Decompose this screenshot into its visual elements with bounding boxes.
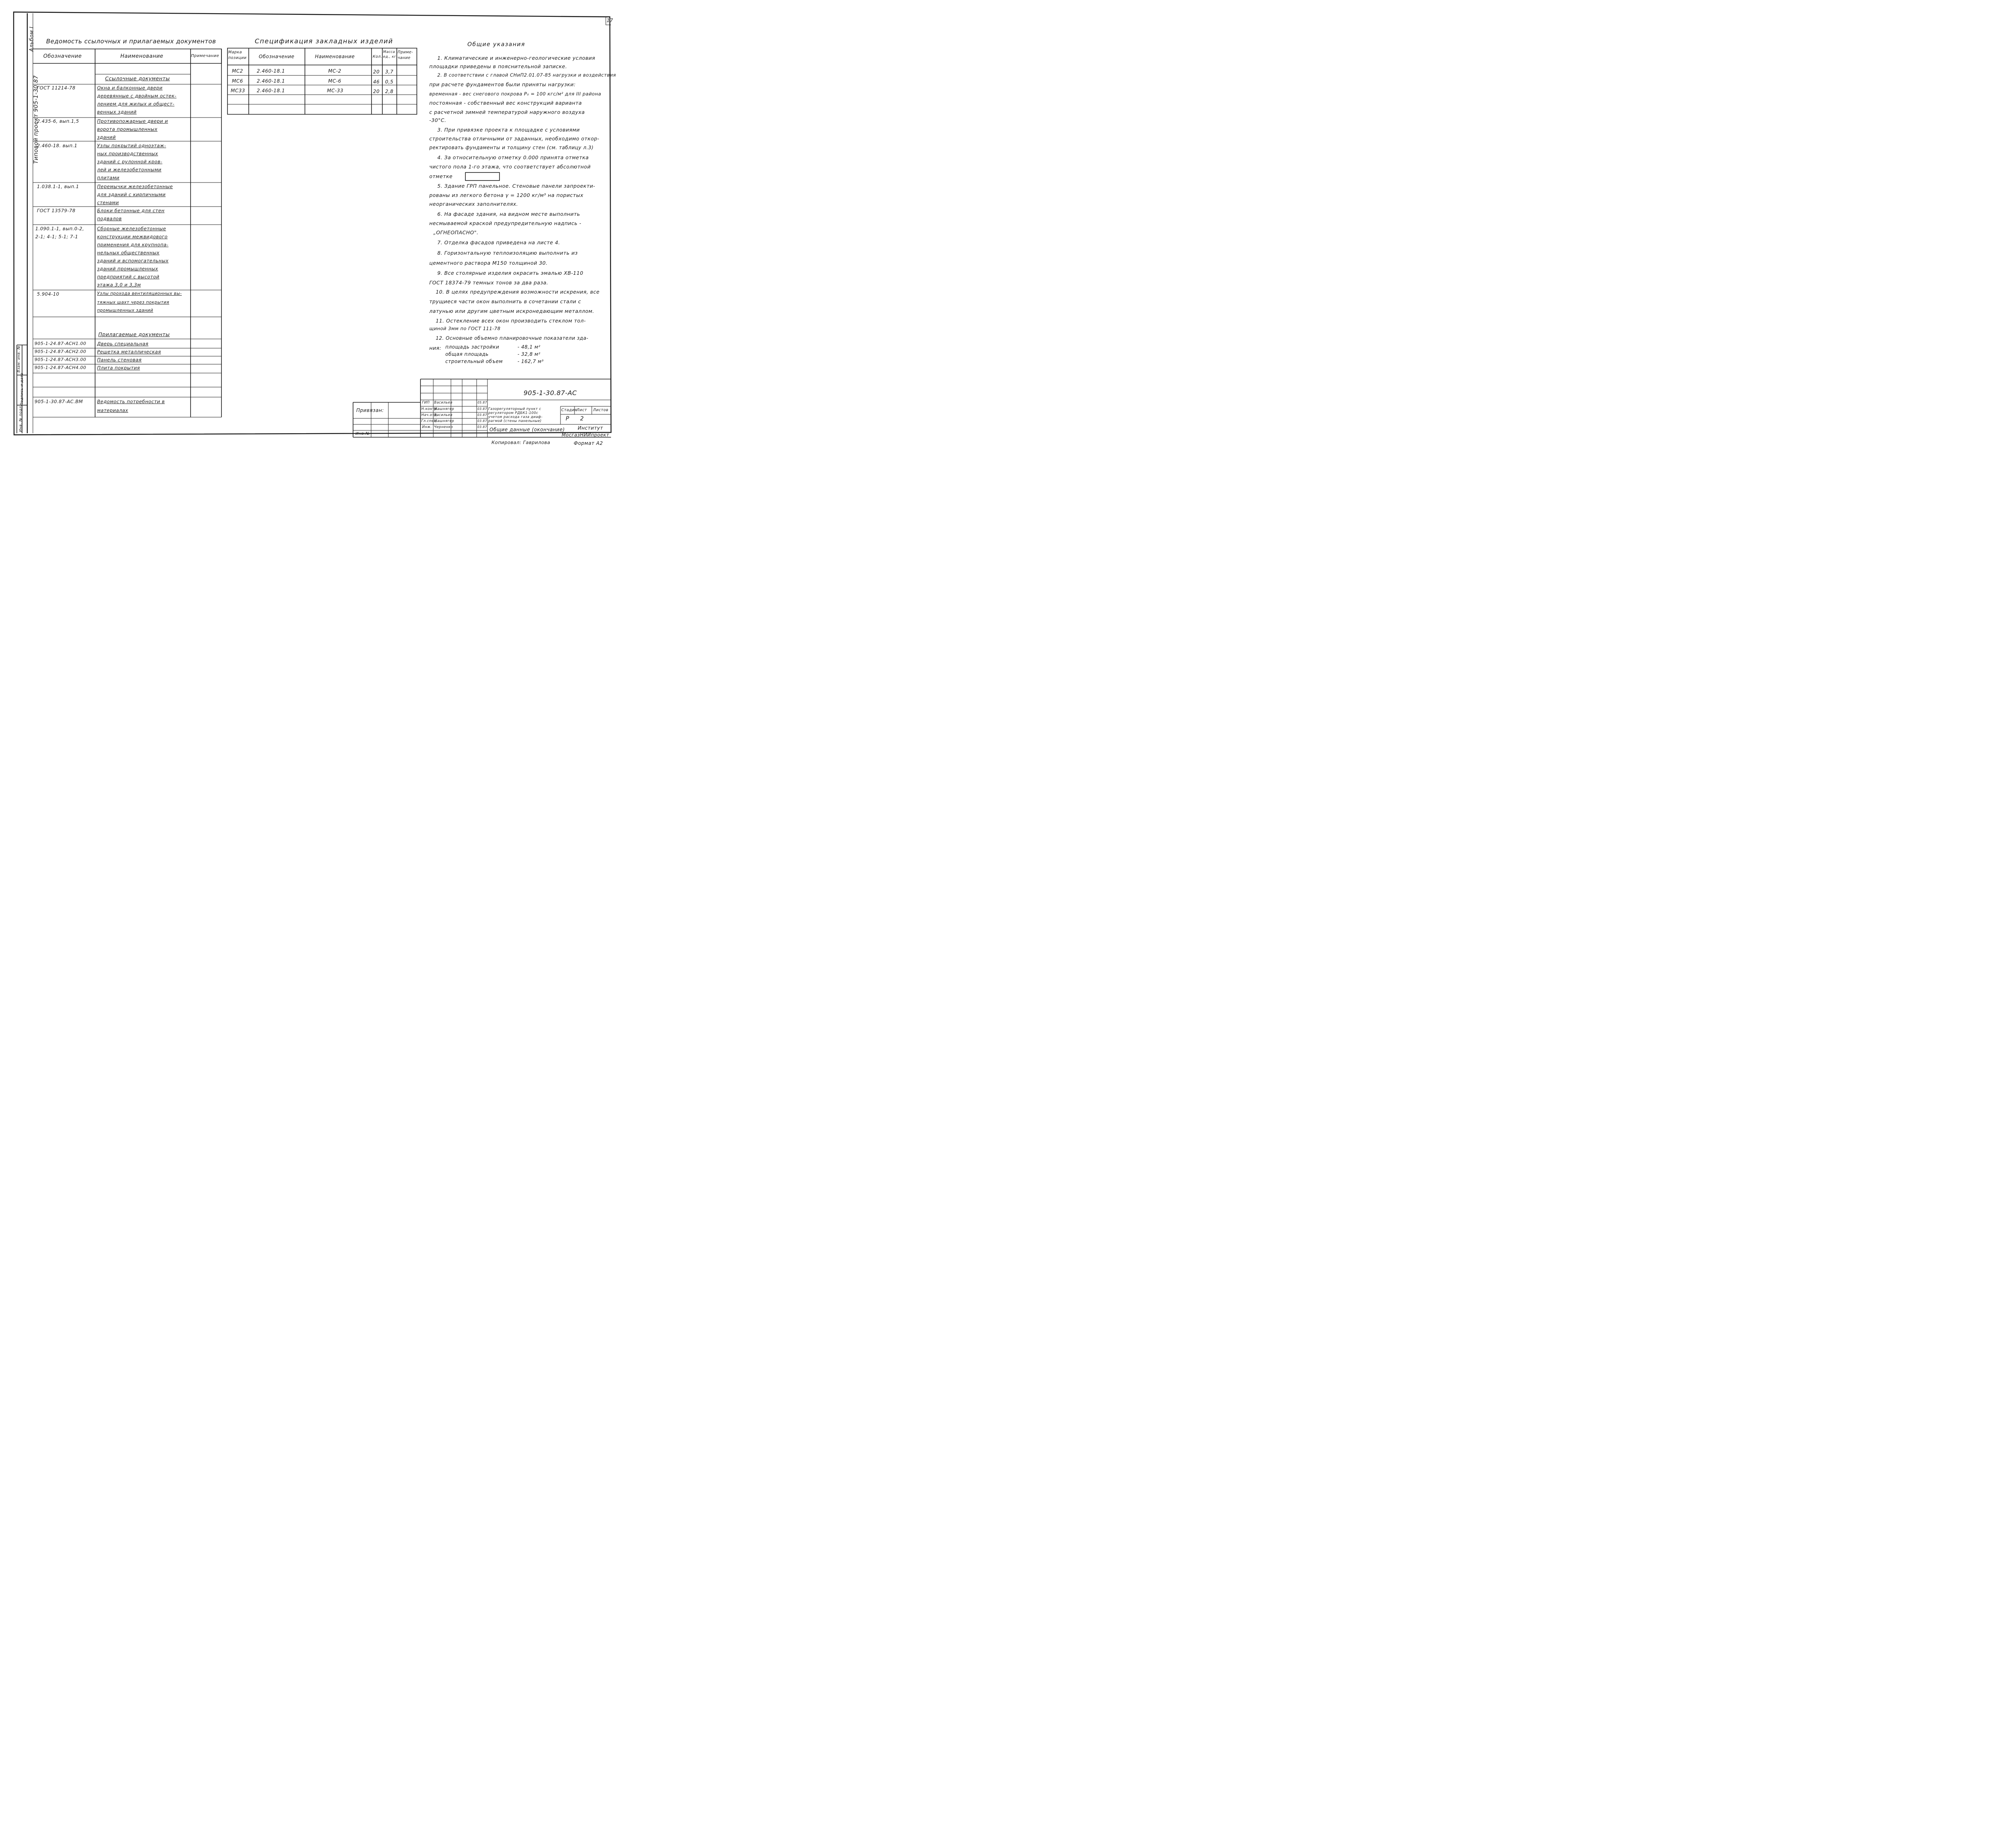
ref-line: предприятий с высотой [97, 274, 160, 280]
ref-line: зданий [97, 134, 116, 140]
staff-role: Нач.отд. [421, 413, 439, 417]
ref-code: 5.904-10 [37, 291, 59, 297]
note-line: 6. На фасаде здания, на видном месте выполнить [437, 211, 580, 217]
ref-line: этажа 3,0 и 3,3м [97, 282, 141, 288]
spec-mark: МС33 [231, 88, 246, 93]
staff-date: 05.87 [477, 401, 487, 404]
spec-title: Спецификация закладных изделий [255, 37, 393, 45]
indicator-value: - 32,8 м² [518, 351, 541, 357]
indicator-value: - 162,7 м³ [518, 359, 544, 364]
staff-date: 03.87 [477, 407, 487, 411]
title-block-code: 905-1-30.87-АС [524, 389, 577, 397]
note-line: 4. За относительную отметку 0.000 принята отметка [437, 154, 589, 160]
note-line: с расчетной зимней температурой наружного воздуха [429, 109, 585, 115]
note-line: трущиеся части окон выполнить в сочетании стали с [429, 298, 581, 304]
note-line: цементного раствора М150 толщиной 30. [429, 260, 548, 266]
ref-line: промышленных зданий [97, 308, 153, 313]
spec-code: 2.460-18.1 [257, 88, 285, 93]
ref-line: применения для крупнопа- [97, 242, 169, 247]
att-name: Панель стеновая [97, 357, 142, 363]
spec-mass: 2,8 [385, 89, 394, 94]
staff-name: Черненко [434, 425, 453, 429]
indicator-value: - 48,1 м² [518, 344, 541, 350]
extra-code: 905-1-30.87-АС.ВМ [35, 399, 83, 404]
note-line: неорганических заполнителях. [429, 201, 518, 207]
spec-qty: 46 [373, 79, 380, 85]
ref-code: 2.435-6, вып.1,5 [37, 118, 79, 124]
vedomost-header-name: Наименование [120, 53, 164, 59]
note-line: 8. Горизонтальную теплоизоляцию выполнить из [437, 250, 578, 256]
inv-label: Инв.№ [355, 432, 370, 436]
spec-header-mass: Масса ед., кг [383, 50, 396, 59]
ref-line: Узлы покрытий одноэтаж- [97, 143, 166, 148]
tb-header-sheet: Лист [577, 408, 587, 412]
spec-header-mark: Марка позиции [228, 50, 247, 60]
staff-name: Васильев [434, 401, 453, 405]
project-name-line: Газорегуляторный пункт с [488, 407, 541, 411]
ref-line: конструкции межвидового [97, 234, 168, 239]
note-line: щиной 3мм по ГОСТ 111-78 [429, 326, 501, 331]
note-line: латунью или другим цветным искронедающим металлом. [429, 308, 595, 314]
att-code: 905-1-24.87-АСН1.00 [35, 341, 86, 346]
notes-title: Общие указания [467, 41, 526, 48]
note-line: 3. При привязке проекта к площадке с условиями [437, 127, 580, 133]
ref-line: ворота промышленных [97, 126, 158, 132]
att-code: 905-1-24.87-АСН3.00 [35, 357, 86, 362]
sheet-title: Общие данные (окончание) [489, 427, 565, 432]
spec-qty: 20 [373, 69, 380, 75]
ref-line: Перемычки железобетонные [97, 184, 173, 189]
ref-code-2: 2-1; 4-1; 5-1; 7-1 [35, 234, 78, 239]
vedomost-section-att: Прилагаемые документы [98, 331, 170, 337]
extra-line: Ведомость потребности в [97, 399, 165, 404]
privyazan-label: Привязан: [356, 408, 384, 413]
ref-line: плитами [97, 175, 120, 181]
spec-name: МС-2 [328, 68, 341, 74]
stamp-inv: Инв. № подл. [19, 404, 23, 432]
staff-role: Инж. [422, 425, 432, 429]
project-name-line: учетом расхода газа диаф- [488, 415, 543, 419]
att-name: Решетка металлическая [97, 349, 161, 355]
ref-code: ГОСТ 11214-78 [37, 85, 76, 91]
note-line: 7. Отделка фасадов приведена на листе 4. [437, 239, 560, 245]
note-line: 12. Основные объемно планировочные показатели зда- [436, 335, 589, 341]
vedomost-header-code: Обозначение [43, 53, 82, 59]
ref-line: Узлы прохода вентиляционных вы- [97, 291, 182, 296]
staff-date: 03.87 [477, 419, 487, 423]
ref-line: лением для жилых и общест- [97, 101, 175, 107]
spec-mark: МС2 [232, 68, 243, 74]
note-line: ректировать фундаменты и толщину стен (см. таблицу л.3) [429, 145, 594, 150]
spec-code: 2.460-18.1 [257, 68, 285, 74]
extra-line: материалах [97, 408, 128, 413]
spec-header-note: Приме- чание [398, 50, 413, 60]
ref-line: для зданий с кирпичными [97, 192, 166, 197]
tb-sheet: 2 [580, 416, 584, 422]
ref-line: ных производственных [97, 151, 158, 156]
note-line: 2. В соответствии с главой СНиП2.01.07-85 нагрузки и воздействия [437, 72, 616, 78]
ref-line: нельных общественных [97, 250, 160, 256]
staff-date: 03.87 [477, 413, 487, 417]
ref-line: зданий промышленных [97, 266, 158, 272]
ref-line: стенами [97, 200, 119, 205]
spec-header-name: Наименование [315, 54, 355, 59]
tb-stage: Р [566, 416, 569, 422]
staff-date: 03.87 [477, 425, 487, 429]
note-line: 10. В целях предупреждения возможности искрения, все [436, 289, 600, 295]
spec-header-qty: Кол. [373, 55, 382, 59]
project-name-line: рагмой (стены панельные) [488, 419, 542, 423]
note-line: рованы из легкого бетона γ = 1200 кг/м³ на пористых [429, 192, 584, 198]
project-name-line: регулятором РДБК1-100с [488, 411, 538, 415]
format-label: Формат А2 [574, 440, 603, 446]
note-line: 5. Здание ГРП панельное. Стеновые панели запроекти- [437, 183, 595, 189]
ref-line: лей и железобетонными [97, 167, 162, 172]
ref-code: 1.038.1-1, вып.1 [37, 184, 79, 189]
ref-code: ГОСТ 13579-78 [37, 208, 76, 213]
ref-line: деревянные с двойным остек- [97, 93, 177, 99]
copied-by: Копировал: Гаврилова [491, 440, 550, 445]
note-line: ГОСТ 18374-79 темных тонов за два раза. [429, 280, 548, 286]
note-line: „ОГНЕОПАСНО". [433, 229, 479, 235]
att-code: 905-1-24.87-АСН4.00 [35, 365, 86, 370]
ref-line: зданий и вспомогательных [97, 258, 169, 264]
ref-line: Окна и балконные двери [97, 85, 163, 91]
indicator-label: общая площадь [445, 351, 489, 357]
ref-code: 1.090.1-1, вып.0-2, [35, 226, 84, 231]
spec-header-code: Обозначение [259, 54, 294, 59]
note-line: 1. Климатические и инженерно-геологические условия [437, 55, 595, 61]
note-line: при расчете фундаментов были приняты нагрузки: [429, 81, 576, 87]
staff-role: Гл.спец. [421, 419, 438, 423]
ref-code: 2.460-18. вып.1 [37, 143, 77, 148]
note-line: несмываемой краской предупредительную надпись - [429, 220, 582, 226]
stamp-sign: Подпись и дата [20, 373, 24, 406]
note-line: чистого пола 1-го этажа, что соответствует абсолютной [429, 164, 591, 170]
ref-line: Противопожарные двери и [97, 118, 168, 124]
staff-name: Машнягер [434, 407, 455, 411]
stamp-vzam: Взам. инв. № [17, 345, 21, 373]
note-line: отметке [429, 173, 453, 179]
note-line: 11. Остекление всех окон производить стеклом тол- [436, 318, 586, 324]
ref-line: зданий с рулонной кров- [97, 159, 162, 164]
tb-header-sheets: Листов [593, 408, 609, 412]
sheet-number: 17 [607, 18, 613, 23]
spec-mass: 3,7 [385, 69, 394, 75]
ref-line: Блоки бетонные для стен [97, 208, 165, 213]
note-line: постоянная - собственный вес конструкций варианта [429, 100, 582, 106]
ref-line: подвалов [97, 216, 122, 221]
spec-name: МС-6 [328, 78, 341, 84]
staff-name: Васильев [434, 413, 453, 417]
note-indicators-lead: ния: [429, 345, 442, 351]
drawing-sheet [0, 0, 628, 462]
note-line: площадки приведены в пояснительной записке. [429, 63, 567, 69]
att-name: Плита покрытия [97, 365, 140, 371]
spec-qty: 20 [373, 89, 380, 94]
album-label: Альбом I [28, 26, 35, 52]
staff-role: Н.контр. [421, 407, 439, 411]
staff-name: Машнягер [434, 419, 455, 423]
indicator-label: площадь застройки [445, 344, 499, 350]
note-line: временная - вес снегового покрова P₀ = 100 кгс/м² для III района [429, 91, 601, 97]
side-project-label: Типовой проект 905-1-30.87 [33, 75, 39, 164]
att-code: 905-1-24.87-АСН2.00 [35, 349, 86, 354]
spec-code: 2.460-18.1 [257, 78, 285, 84]
vedomost-title: Ведомость ссылочных и прилагаемых документов [46, 38, 216, 45]
institute-line: МосгазНИИпроект [562, 432, 609, 438]
note-line: -30°С. [429, 117, 447, 123]
ref-line: тяжных шахт через покрытия [97, 300, 169, 305]
vedomost-section-ref: Ссылочные документы [105, 75, 170, 81]
indicator-label: строительный объем [445, 359, 503, 364]
spec-mass: 0,5 [385, 79, 394, 85]
spec-name: МС-33 [327, 88, 343, 93]
vedomost-header-note: Примечание [191, 54, 219, 58]
staff-role: ГИП [422, 401, 430, 405]
ref-line: венных зданий [97, 109, 137, 115]
note-line: строительства отличными от заданных, необходимо откор- [429, 136, 600, 142]
institute-line: Институт [578, 425, 603, 431]
spec-mark: МС6 [232, 78, 243, 84]
ref-line: Сборные железобетонные [97, 226, 166, 231]
tb-header-stage: Стадия [561, 408, 577, 412]
note-line: 9. Все столярные изделия окрасить эмалью ХВ-110 [437, 270, 583, 276]
att-name: Дверь специальная [97, 341, 148, 347]
